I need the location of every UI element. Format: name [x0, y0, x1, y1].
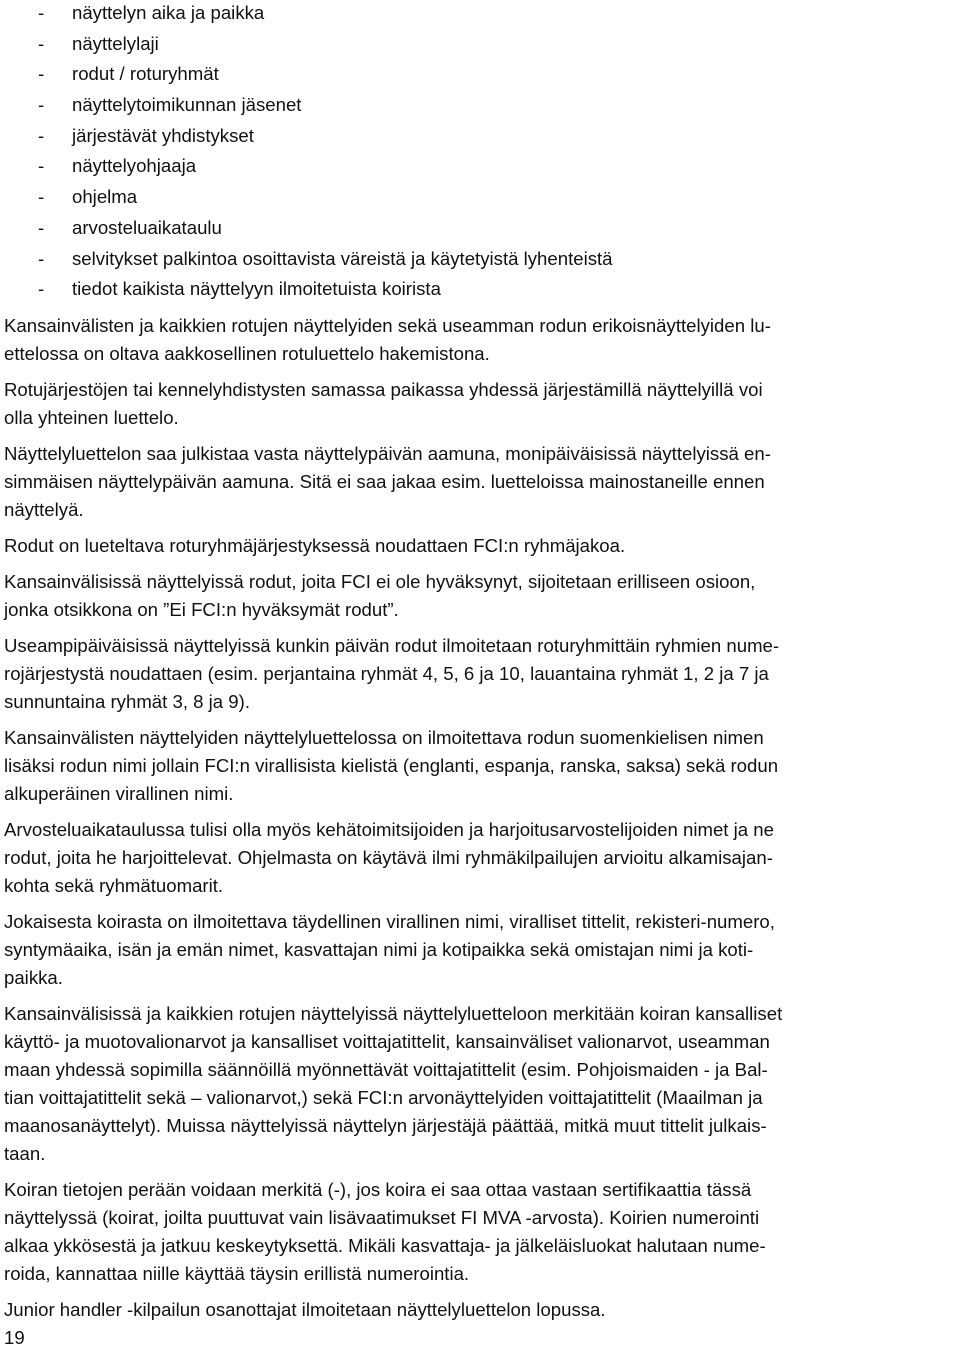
list-item	[4, 245, 954, 276]
list-item-text: näyttelyn aika ja paikka	[72, 2, 265, 23]
list-dash: -	[38, 216, 45, 238]
paragraph-line: Rodut on lueteltava roturyhmäjärjestyksessä noudattaen FCI:n ryhmäjakoa.	[4, 534, 626, 556]
document-page	[4, 0, 954, 1332]
list-dash: -	[38, 186, 45, 208]
list-item	[4, 214, 954, 245]
list-item-text: selvitykset palkintoa osoittavista väreistä ja käytetyistä lyhenteistä	[72, 247, 613, 269]
paragraph	[4, 312, 954, 368]
catalog-contents-list	[4, 0, 954, 306]
paragraph-line: näyttelyssä (koirat, joilta puuttuvat vain lisävaatimukset FI MVA -arvosta). Koirien numerointi	[4, 1206, 760, 1228]
paragraph-line: ettelossa on oltava aakkosellinen rotuluettelo hakemistona.	[4, 342, 490, 364]
paragraph-line: simmäisen näyttelypäivän aamuna. Sitä ei saa jakaa esim. luetteloissa mainostaneille ennen	[4, 470, 765, 492]
paragraph-line: roida, kannattaa niille käyttää täysin erillistä numerointia.	[4, 1262, 470, 1284]
paragraph-line: jonka otsikkona on ”Ei FCI:n hyväksymät rodut”.	[4, 598, 399, 620]
list-dash: -	[38, 63, 45, 85]
list-item-text: rodut / roturyhmät	[72, 63, 219, 85]
paragraph-line: syntymäaika, isän ja emän nimet, kasvattajan nimi ja kotipaikka sekä omistajan nimi ja koti-	[4, 938, 754, 960]
paragraph-line: Koiran tietojen perään voidaan merkitä (-), jos koira ei saa ottaa vastaan sertifikaattia tässä	[4, 1178, 752, 1200]
list-dash: -	[38, 2, 45, 23]
list-item	[4, 30, 954, 61]
list-item	[4, 91, 954, 122]
paragraph	[4, 632, 954, 716]
paragraph-line: kohta sekä ryhmätuomarit.	[4, 874, 224, 896]
paragraph-line: Kansainvälisissä ja kaikkien rotujen näyttelyissä näyttelyluetteloon merkitään koiran kansalliset	[4, 1002, 783, 1024]
list-item	[4, 60, 954, 91]
paragraph-line: lisäksi rodun nimi jollain FCI:n virallisista kielistä (englanti, espanja, ranska, saksa) sekä rodun	[4, 754, 779, 776]
paragraph	[4, 1296, 954, 1324]
page-number: 19	[4, 1327, 25, 1348]
paragraph	[4, 568, 954, 624]
list-item-text: ohjelma	[72, 186, 138, 208]
paragraph-line: Kansainvälisten näyttelyiden näyttelyluettelossa on ilmoitettava rodun suomenkielisen nimen	[4, 726, 764, 748]
paragraph-line: käyttö- ja muotovalionarvot ja kansalliset voittajatittelit, kansainväliset valionarvot, useamman	[4, 1030, 770, 1052]
paragraph-line: Junior handler -kilpailun osanottajat ilmoitetaan näyttelyluettelon lopussa.	[4, 1298, 606, 1320]
list-item	[4, 122, 954, 153]
list-item-text: näyttelytoimikunnan jäsenet	[72, 94, 302, 116]
paragraph	[4, 724, 954, 808]
paragraph-line: rodut, joita he harjoittelevat. Ohjelmasta on käytävä ilmi ryhmäkilpailujen arvioitu alkamisajan-	[4, 846, 773, 868]
paragraph	[4, 440, 954, 524]
paragraph-line: alkaa ykkösestä ja jatkuu keskeytyksettä. Mikäli kasvattaja- ja jälkeläisluokat halutaan nume-	[4, 1234, 766, 1256]
list-dash: -	[38, 124, 45, 146]
list-dash: -	[38, 94, 45, 116]
paragraph-line: olla yhteinen luettelo.	[4, 406, 179, 428]
paragraph-line: maanosanäyttelyt). Muissa näyttelyissä näyttelyn järjestäjä päättää, mitkä muut tittelit julkais-	[4, 1114, 767, 1136]
list-item-text: näyttelyohjaaja	[72, 155, 197, 177]
list-item-text: arvosteluaikataulu	[72, 216, 222, 238]
body-text	[4, 312, 954, 1324]
list-item	[4, 152, 954, 183]
dash-list	[4, 0, 954, 306]
list-dash: -	[38, 278, 45, 300]
list-dash: -	[38, 32, 45, 54]
paragraph	[4, 532, 954, 560]
list-item	[4, 275, 954, 306]
paragraph-line: Kansainvälisten ja kaikkien rotujen näyttelyiden sekä useamman rodun erikoisnäyttelyiden lu-	[4, 314, 771, 336]
paragraph-line: Jokaisesta koirasta on ilmoitettava täydellinen virallinen nimi, viralliset tittelit, rekisteri-numero,	[4, 910, 775, 932]
paragraph-line: näyttelyä.	[4, 498, 84, 520]
list-item	[4, 183, 954, 214]
list-dash: -	[38, 155, 45, 177]
paragraph	[4, 908, 954, 992]
paragraph-line: maan yhdessä sopimilla säännöillä myönnettävät voittajatittelit (esim. Pohjoismaiden - ja Bal-	[4, 1058, 768, 1080]
list-item-text: näyttelylaji	[72, 32, 159, 54]
paragraph-line: Useampipäiväisissä näyttelyissä kunkin päivän rodut ilmoitetaan roturyhmittäin ryhmien nume-	[4, 634, 780, 656]
paragraph	[4, 816, 954, 900]
paragraph	[4, 376, 954, 432]
paragraph-line: Näyttelyluettelon saa julkistaa vasta näyttelypäivän aamuna, monipäiväisissä näyttelyissä en-	[4, 442, 771, 464]
paragraph-line: taan.	[4, 1142, 46, 1164]
paragraph-line: Kansainvälisissä näyttelyissä rodut, joita FCI ei ole hyväksynyt, sijoitetaan erilliseen osioon,	[4, 570, 756, 592]
paragraph-line: tian voittajatittelit sekä – valionarvot,) sekä FCI:n arvonäyttelyiden voittajatittelit (Maailman ja	[4, 1086, 763, 1108]
paragraph-line: sunnuntaina ryhmät 3, 8 ja 9).	[4, 690, 250, 712]
paragraph-line: Rotujärjestöjen tai kennelyhdistysten samassa paikassa yhdessä järjestämillä näyttelyillä voi	[4, 378, 763, 400]
paragraph-line: alkuperäinen virallinen nimi.	[4, 782, 234, 804]
list-item-text: tiedot kaikista näyttelyyn ilmoitetuista koirista	[72, 278, 441, 300]
list-item	[4, 0, 954, 30]
list-dash: -	[38, 247, 45, 269]
paragraph	[4, 1000, 954, 1168]
paragraph-line: paikka.	[4, 966, 63, 988]
paragraph-line: rojärjestystä noudattaen (esim. perjantaina ryhmät 4, 5, 6 ja 10, lauantaina ryhmät 1, 2 ja 7 ja	[4, 662, 769, 684]
paragraph-line: Arvosteluaikataulussa tulisi olla myös kehätoimitsijoiden ja harjoitusarvostelijoiden nimet ja ne	[4, 818, 774, 840]
paragraph	[4, 1176, 954, 1288]
list-item-text: järjestävät yhdistykset	[72, 124, 254, 146]
